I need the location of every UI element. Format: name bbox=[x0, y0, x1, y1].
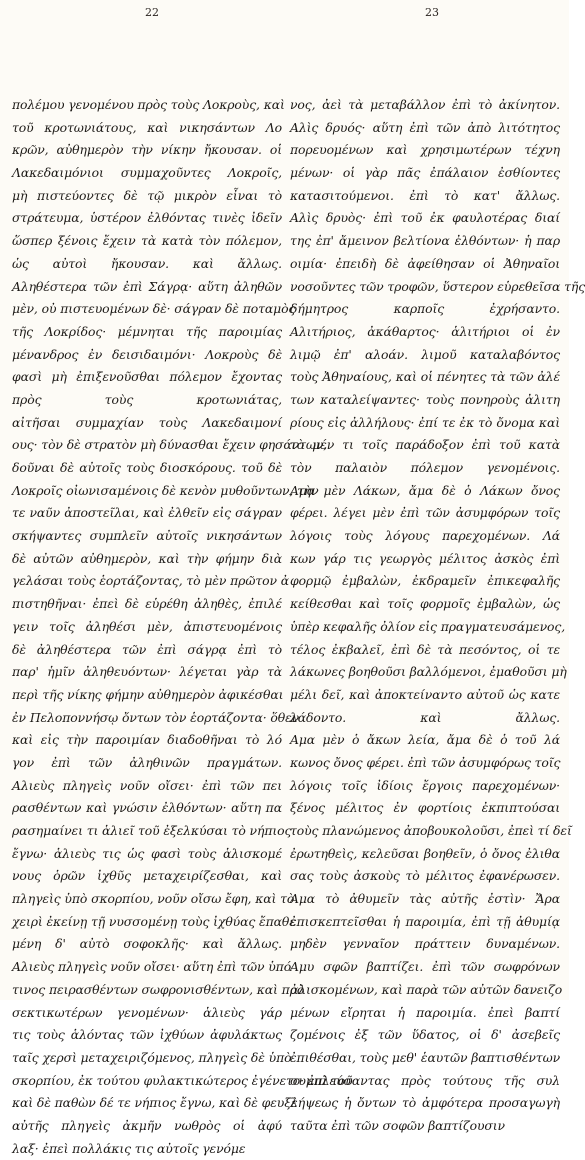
text-line: ρασημαίνει τι ἁλιεῖ τοῦ ἐξελκύσαι τὸ νήπιος bbox=[12, 823, 292, 838]
text-line: τὸν παλαιὸν πόλεμον γενομένοις. bbox=[290, 460, 560, 475]
text-line: τε ναῦν ἀποστεῖλαι, καὶ ἐλθεῖν εἰς σάγραν bbox=[12, 505, 282, 521]
text-line: λάδοντο. καὶ ἄλλως. bbox=[290, 709, 560, 725]
text-line: ὑπὲρ κεφαλῆς ὀλίον εἰς πραγματευσάμενος, bbox=[290, 618, 566, 634]
text-line: φορμῷ ἐμβαλὼν, ἐκδραμεῖν ἐπικεφαλῆς bbox=[290, 573, 560, 589]
text-line: Αμα μὲν Λάκων, ἄμα δὲ ὁ Λάκων ὄνος bbox=[290, 482, 560, 498]
text-line: μὴ πιστεύοντες δὲ τῷ μικρὸν εἶναι τὸ bbox=[12, 187, 282, 203]
text-line: φέρει. λέγει μὲν ἐπὶ τῶν ἀσυμφόρων τοῖς bbox=[290, 505, 560, 521]
text-line: γον ἐπὶ τῶν ἀληθινῶν πραγμάτων. bbox=[12, 754, 282, 770]
text-line: ξένος μέλιτος ἐν φορτίοις ἐκπιπτούσαι bbox=[290, 800, 560, 816]
text-line: νος, ἀεὶ τὰ μεταβάλλον ἐπὶ τὸ ἀκίνητον. bbox=[290, 97, 560, 112]
text-line: Αλιεὺς πληγεὶς νοῦν οἴσει· αὕτη ἐπὶ τῶν ὑπό bbox=[12, 959, 292, 975]
text-line: συμπλεύσαντας πρὸς τούτους τῆς συλ bbox=[290, 1072, 560, 1088]
text-line: τοὺς πλανώμενος ἀποβουκολοῦσι, ἐπεὶ τί δεῖ bbox=[290, 823, 572, 838]
text-line: κωνος ὄνος φέρει. ἐπὶ τῶν ἀσυμφόρως τοῖς bbox=[290, 754, 561, 770]
text-line: δὲ αὐτῶν αὐθημερὸν, καὶ τὴν φήμην διὰ bbox=[12, 550, 282, 566]
text-line: πληγεὶς ὑπὸ σκορπίου, νοῦν οἴσω ἔφη, καὶ τὸ bbox=[12, 891, 295, 907]
text-line: ἐπισκεπτεῖσθαι ἡ παροιμία, ἐπὶ τῇ ἀθυμίᾳ bbox=[290, 913, 560, 929]
text-line: μένη δ' αὐτὸ σοφοκλῆς· καὶ ἄλλως. bbox=[12, 936, 282, 952]
text-line: Αλιεὺς πληγεὶς νοῦν οἴσει· ἐπὶ τῶν πει bbox=[12, 777, 282, 793]
text-line: Αλὶς δρυός· αὕτη ἐπὶ τῶν ἀπὸ λιτότητος bbox=[290, 119, 560, 135]
text-line: κείθεσθαι καὶ τοῖς φορμοῖς ἐμβαλὼν, ὡς bbox=[290, 596, 560, 612]
text-line: σκήψαντες συμπλεῖν αὐτοῖς νικησάντων bbox=[12, 528, 282, 544]
text-line: σκορπίου, ἐκ τούτου φυλακτικώτερος ἐγένετο· ἐπὶ τοῦ bbox=[12, 1072, 353, 1088]
text-line: τὸ μέν τι τοῖς παράδοξον ἐπὶ τοῦ κατὰ bbox=[290, 437, 560, 453]
text-line: μὲν, οὐ πιστευομένων δὲ· σάγραν δὲ ποταμὸς bbox=[12, 301, 296, 317]
text-line: πολέμου γενομένου πρὸς τοὺς Λοκροὺς, καὶ bbox=[12, 97, 285, 112]
text-line: φασὶ μὴ ἐπιξενοῦσθαι πόλεμον ἔχοντας bbox=[12, 369, 282, 385]
text-line: Αμα τὸ ἀθυμεῖν τὰς αὐτῆς ἐστὶν· Ἄρα bbox=[290, 891, 560, 907]
text-line: μένων εἴρηται ἡ παροιμία. ἐπεὶ βαπτί bbox=[290, 1004, 560, 1020]
text-line: ὥσπερ ξένοις ἔχειν τὰ κατὰ τὸν πόλεμον, bbox=[12, 233, 282, 249]
text-line: χειρὶ ἐκείνῃ τῇ νυσσομένῃ τοὺς ἰχθύας ἔπαθε bbox=[12, 913, 296, 929]
text-line: τινος πειρασθέντων σωφρονισθέντων, καὶ πρὸ bbox=[12, 981, 305, 997]
text-line: μένανδρος ἐν δεισιδαιμόνι· Λοκροὺς δὲ bbox=[12, 346, 282, 362]
text-line: κων γάρ τις γεωργὸς μέλιτος ἀσκὸς ἐπὶ bbox=[290, 550, 560, 566]
text-line: αἰτῆσαι συμμαχίαν τοὺς Λακεδαιμονί bbox=[12, 414, 282, 430]
text-line: νοσοῦντες τῶν τροφῶν, ὕστερον εὑρεθεῖσα τῆς bbox=[290, 278, 585, 294]
text-line: Αληθέστερα τῶν ἐπὶ Σάγρᾳ· αὕτη ἀληθῶν bbox=[12, 278, 282, 294]
text-line: Αλὶς δρυὸς· ἐπὶ τοῦ ἐκ φαυλοτέρας διαί bbox=[290, 210, 560, 226]
text-line: νους ὁρῶν ἰχθῦς μεταχειρίζεσθαι, καὶ bbox=[12, 868, 282, 884]
text-line: καὶ δὲ παθὼν δέ τε νήπιος ἔγνω, καὶ δὲ φευξὲ bbox=[12, 1095, 298, 1111]
text-line: των καταλείψαντες· τοὺς πονηροὺς ἀλιτη bbox=[290, 391, 560, 407]
text-line: οιμία· ἐπειδὴ δὲ ἀφείθησαν οἱ Ἀθηναῖοι bbox=[290, 255, 560, 271]
text-line: πορευομένων καὶ χρησιμωτέρων τέχνη bbox=[290, 142, 560, 158]
text-line: Αμυ σφῶν βαπτίζει. ἐπὶ τῶν σωφρόνων bbox=[290, 959, 560, 975]
text-line: ἐν Πελοποννήσῳ ὄντων τὸν ἑορτάζοντα· ὅθεν bbox=[12, 709, 300, 725]
text-line: ζομένοις ἐξ τῶν ὕδατος, οἱ δ' ἀσεβεῖς bbox=[290, 1027, 560, 1043]
text-line: ὡς αὐτοὶ ἤκουσαν. καὶ ἄλλως. bbox=[12, 255, 282, 271]
text-line: κατασιτούμενοι. ἐπὶ τὸ κατ' ἄλλως. bbox=[290, 187, 560, 203]
page-number-right: 23 bbox=[425, 6, 439, 19]
text-line: σεκτικωτέρων γενομένων· ἁλιεὺς γάρ bbox=[12, 1004, 282, 1020]
text-line: πρὸς τοὺς κροτωνιάτας, bbox=[12, 391, 282, 407]
text-line: μένων· οἱ γὰρ πᾶς ἐπάλαιον ἐσθίοντες bbox=[290, 165, 560, 181]
text-line: αὐτῆς πληγεὶς ἀκμῆν νωθρὸς οἱ ἀφύ bbox=[12, 1117, 282, 1133]
text-line: ρασθέντων καὶ γνώσιν ἐλθόντων· αὕτη πα bbox=[12, 800, 282, 816]
text-line: Λακεδαιμόνιοι συμμαχοῦντες Λοκροῖς, bbox=[12, 165, 282, 181]
text-line: κρῶν, αὐθημερὸν τὴν νίκην ἤκουσαν. οἱ bbox=[12, 142, 282, 158]
text-line: γειν τοῖς ἀληθέσι μὲν, ἀπιστευομένοις bbox=[12, 618, 282, 634]
text-line: παρ' ἡμῖν ἀληθευόντων· λέγεται γὰρ τὰ bbox=[12, 664, 282, 680]
text-line: λόγοις τοῖς ἰδίοις ἔργοις παρεχομένων· bbox=[290, 777, 560, 793]
text-line: λαξ· ἐπεὶ πολλάκις τις αὐτοῖς γενόμε bbox=[12, 1140, 246, 1156]
text-line: τις τοὺς ἁλόντας τῶν ἰχθύων ἀφυλάκτως bbox=[12, 1027, 282, 1043]
text-line: τέλος ἐκβαλεῖ, ἐπὶ δὲ τὰ πεσόντος, οἱ τε bbox=[290, 641, 560, 657]
text-line: καὶ εἰς τὴν παροιμίαν διαδοθῆναι τὸ λό bbox=[12, 732, 282, 748]
text-line: μηδὲν γενναῖον πράττειν δυναμένων. bbox=[290, 936, 560, 952]
text-line: ρίους εἰς ἀλλήλους· ἐπί τε ἐκ τὸ ὄνομα καὶ bbox=[290, 414, 560, 430]
text-line: τοὺς Ἀθηναίους, καὶ οἱ πένητες τὰ τῶν ἀλέ bbox=[290, 369, 560, 385]
text-line: λάκωνες βοηθοῦσι βαλλόμενοι, ἐμαθοῦσι μὴ bbox=[290, 664, 567, 680]
text-line: Αμα μὲν ὁ ἄκων λεία, ἄμα δὲ ὁ τοῦ λά bbox=[290, 732, 560, 748]
text-line: ταῦτα ἐπὶ τῶν σοφῶν βαπτίζουσιν bbox=[290, 1117, 505, 1133]
text-line: γελάσαι τοὺς ἑορτάζοντας, τὸ μὲν πρῶτον ἀ bbox=[12, 573, 289, 589]
text-line: λιμῷ ἐπ' αλοάν. λιμοῦ καταλαβόντος bbox=[290, 346, 560, 362]
text-line: Λοκροῖς οἰωνισαμένοις δὲ κενὸν μυθοῦντων, τὴν bbox=[12, 482, 319, 498]
text-line: λόγοις τοὺς λόγους παρεχομένων. Λά bbox=[290, 528, 560, 544]
text-line: ταῖς χερσὶ μεταχειριζόμενος, πληγεὶς δὲ ὑπὸ bbox=[12, 1049, 292, 1065]
text-line: τοῦ κροτωνιάτους, καὶ νικησάντων Λο bbox=[12, 119, 282, 135]
text-line: λήψεως ἡ ὄντων τὸ ἀμφότερα προσαγωγὴ bbox=[290, 1095, 560, 1111]
text-line: ἐπιθέσθαι, τοὺς μεθ' ἑαυτῶν βαπτισθέντων bbox=[290, 1049, 560, 1065]
text-line: στράτευμα, ὑστέρον ἐλθόντας τινὲς ἰδεῖν bbox=[12, 210, 282, 226]
text-line: ἔγνω· ἁλιεὺς τις ὡς φασὶ τοὺς ἁλισκομέ bbox=[12, 845, 282, 861]
text-line: δὲ ἀληθέστερα τῶν ἐπὶ σάγρᾳ ἐπὶ τὸ bbox=[12, 641, 282, 657]
text-line: ἀλισκομένων, καὶ παρὰ τῶν αὐτῶν δανειζο bbox=[290, 981, 563, 997]
text-line: μέλι δεῖ, καὶ ἀποκτείναντο αὐτοῦ ὡς κατε bbox=[290, 686, 560, 702]
text-line: πιστηθῆναι· ἐπεὶ δὲ εὑρέθη ἀληθὲς, ἐπιλέ bbox=[12, 596, 282, 612]
text-line: ους· τὸν δὲ στρατὸν μὴ δύνασθαι ἔχειν φησάντων, bbox=[12, 437, 328, 453]
text-line: δοῦναι δὲ αὐτοῖς τοὺς διοσκόρους. τοῦ δὲ bbox=[12, 460, 282, 475]
text-line: δήμητρος καρποῖς ἐχρήσαντο. bbox=[290, 301, 560, 317]
text-line: σας τοὺς ἀσκοὺς τὸ μέλιτος ἐφανέρωσεν. bbox=[290, 868, 560, 884]
page-number-left: 22 bbox=[145, 6, 159, 19]
text-line: ἐρωτηθεὶς, κελεῦσαι βοηθεῖν, ὁ ὄνος ἐλιθα bbox=[290, 845, 560, 861]
right-text-column bbox=[290, 94, 585, 1138]
text-line: Αλιτήριος, ἀκάθαρτος· ἁλιτήριοι οἱ ἐν bbox=[290, 323, 560, 339]
left-text-column bbox=[12, 94, 353, 1160]
text-line: περὶ τῆς νίκης φήμην αὐθημερὸν ἀφικέσθαι bbox=[12, 686, 284, 702]
text-line: τῆς Λοκρίδος· μέμνηται τῆς παροιμίας bbox=[12, 323, 282, 339]
text-line: της ἐπ' ἄμεινον βελτίονα ἐλθόντων· ἡ παρ bbox=[290, 233, 560, 249]
